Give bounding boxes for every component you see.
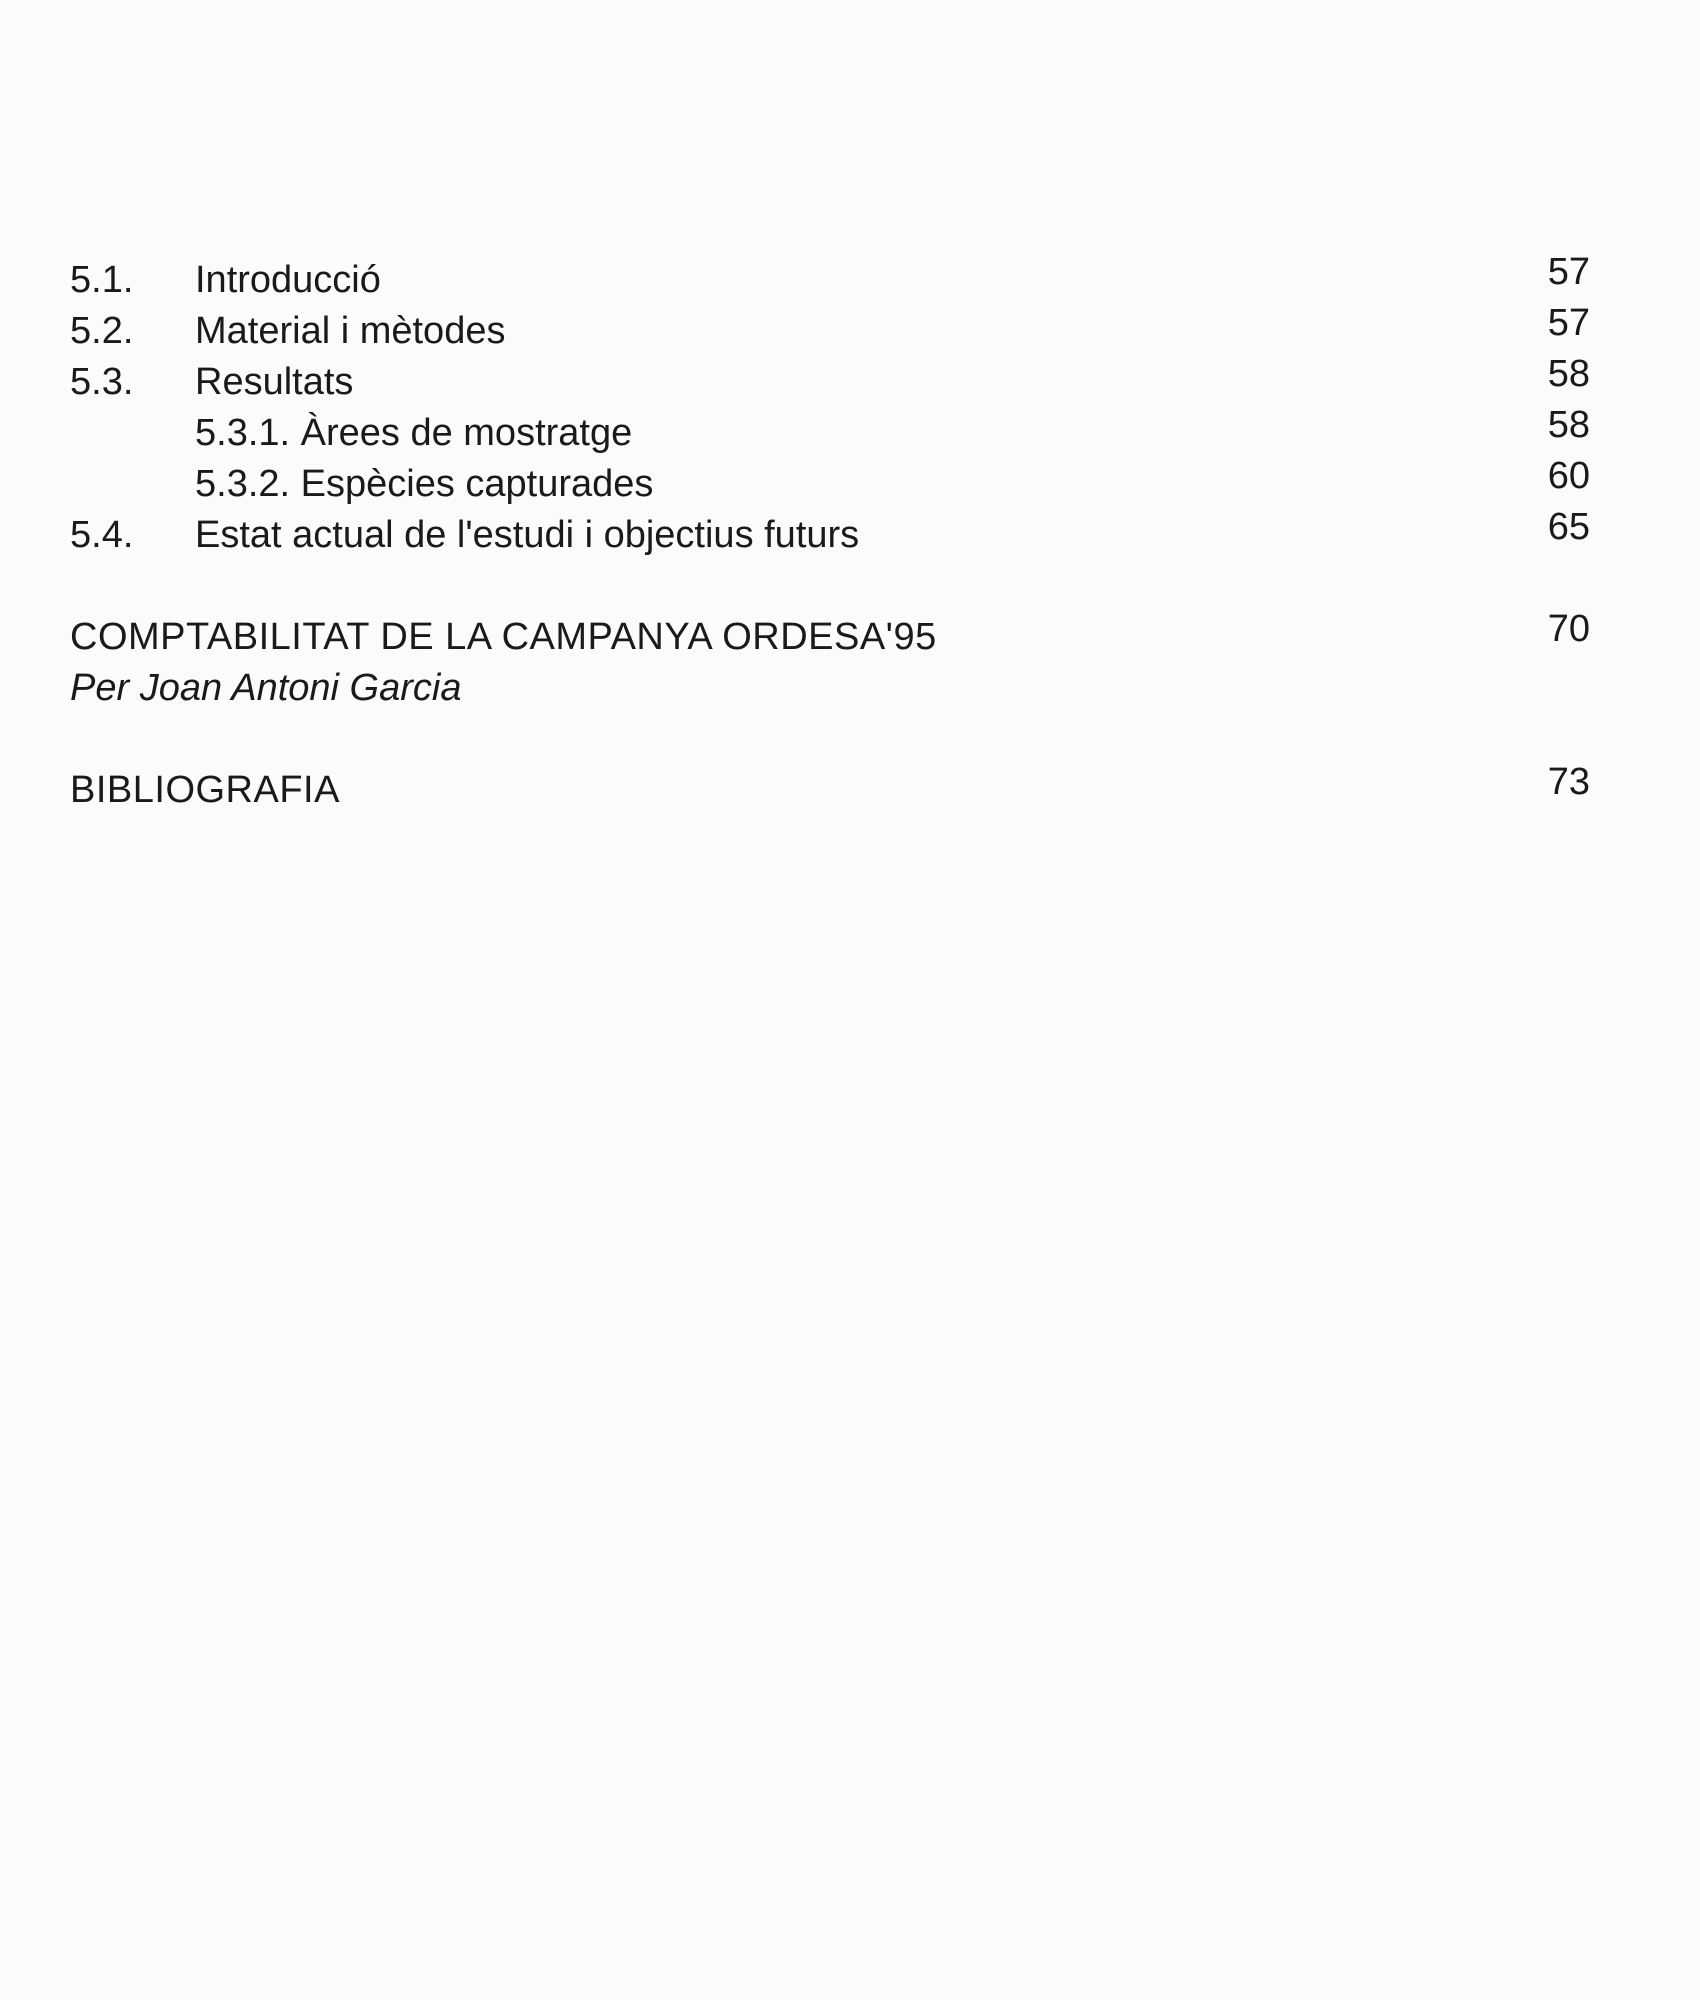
- toc-entry-material-i-metodes: [70, 302, 1590, 357]
- toc-entry-number: 5.2.: [70, 310, 134, 352]
- section-page: 73: [1547, 761, 1590, 803]
- section-page: 70: [1547, 608, 1590, 650]
- toc-entry-page: 58: [1547, 404, 1590, 446]
- toc-entry-page: 58: [1547, 353, 1590, 395]
- toc-entry-title: Resultats: [195, 361, 354, 403]
- table-of-contents: [70, 251, 1590, 561]
- toc-subentry-arees-de-mostratge: [70, 404, 1590, 459]
- toc-entry-title: Introducció: [195, 259, 381, 301]
- toc-entry-title: 5.3.2. Espècies capturades: [195, 463, 654, 505]
- section-heading: BIBLIOGRAFIA: [70, 769, 340, 811]
- toc-entry-number: 5.3.: [70, 361, 134, 403]
- toc-entry-page: 65: [1547, 506, 1590, 548]
- section-author: Per Joan Antoni Garcia: [70, 667, 462, 709]
- toc-entry-resultats: [70, 353, 1590, 408]
- toc-entry-title: Estat actual de l'estudi i objectius futurs: [195, 514, 860, 556]
- toc-entry-title: 5.3.1. Àrees de mostratge: [195, 412, 633, 454]
- toc-entry-page: 60: [1547, 455, 1590, 497]
- section-heading: COMPTABILITAT DE LA CAMPANYA ORDESA'95: [70, 616, 937, 658]
- toc-entry-estat-actual: [70, 506, 1590, 561]
- toc-subentry-especies-capturades: [70, 455, 1590, 510]
- toc-entry-title: Material i mètodes: [195, 310, 506, 352]
- toc-entry-number: 5.4.: [70, 514, 134, 556]
- toc-entry-number: 5.1.: [70, 259, 134, 301]
- toc-entry-introduccio: [70, 251, 1590, 306]
- toc-entry-page: 57: [1547, 251, 1590, 293]
- toc-entry-page: 57: [1547, 302, 1590, 344]
